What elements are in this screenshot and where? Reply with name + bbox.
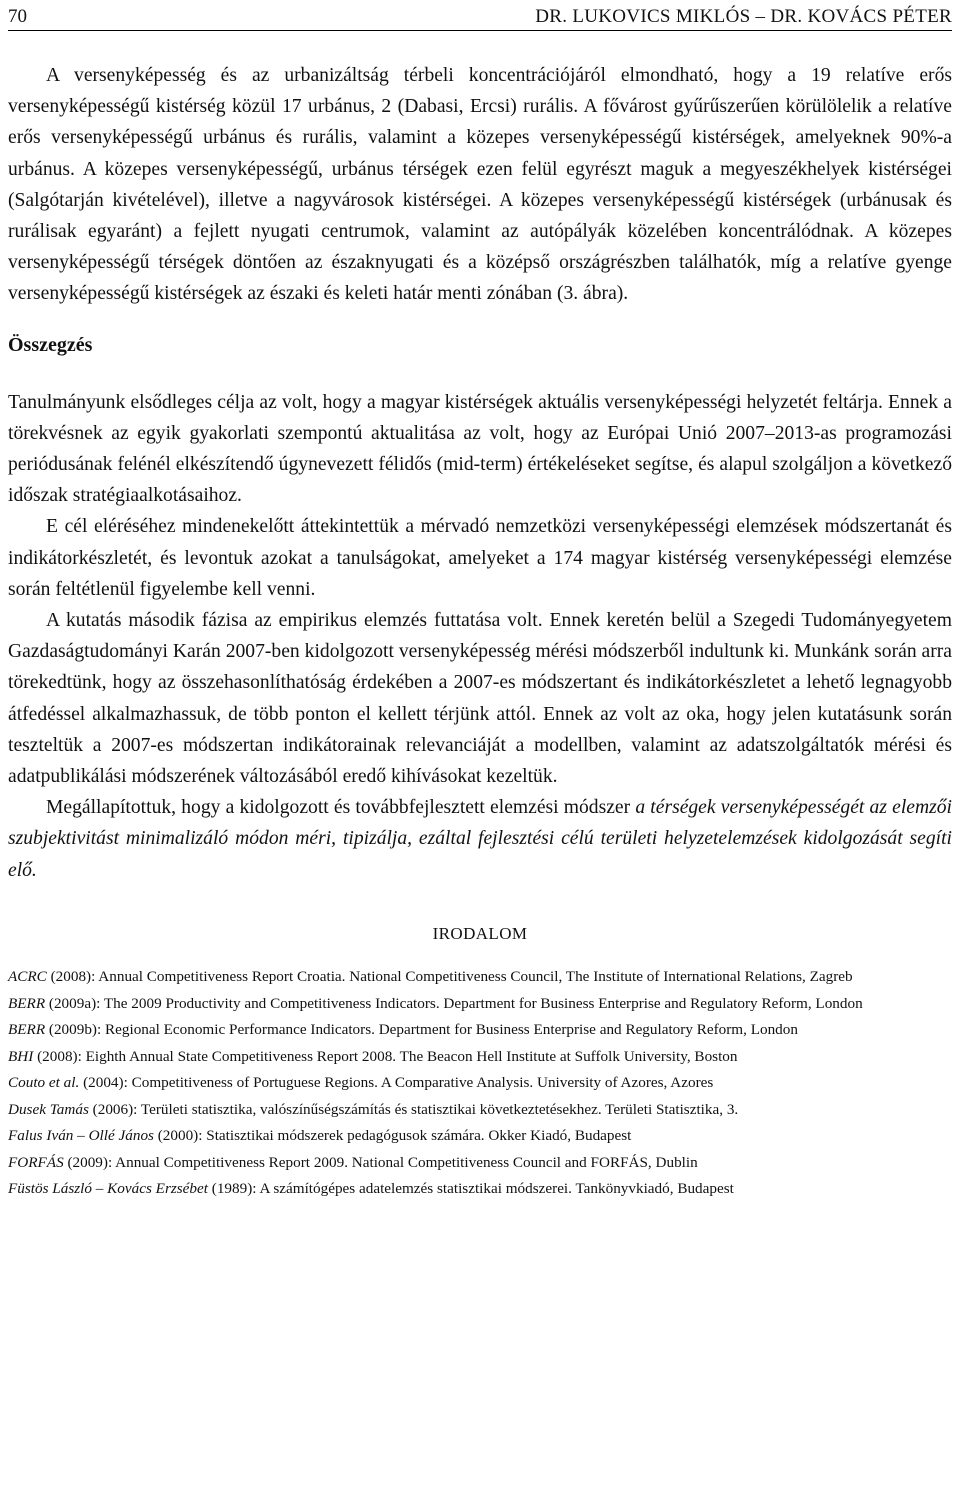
summary-paragraph-2: E cél eléréséhez mindenekelőtt áttekintettük a mérvadó nemzetközi versenyképességi elemzések módszertanát és indikátorkészletét, és levontuk azokat a tanulságokat, amelyeket a 174 magyar kistérség versenyképességi elemzése során feltétlenül figyelembe kell venni. bbox=[8, 516, 952, 600]
reference-author: BERR bbox=[8, 994, 46, 1012]
reference-text: (2004): Competitiveness of Portuguese Regions. A Comparative Analysis. University of Azores, Azores bbox=[79, 1074, 714, 1092]
summary-paragraph-4 bbox=[8, 792, 952, 886]
reference-item bbox=[8, 1017, 952, 1044]
reference-item bbox=[8, 1176, 952, 1203]
reference-text: (1989): A számítógépes adatelemzés statisztikai módszerei. Tankönyvkiadó, Budapest bbox=[207, 1180, 734, 1198]
reference-author: ACRC bbox=[8, 968, 47, 986]
reference-item bbox=[8, 991, 952, 1018]
running-header-authors: DR. LUKOVICS MIKLÓS – DR. KOVÁCS PÉTER bbox=[535, 6, 952, 27]
page-number: 70 bbox=[8, 6, 27, 27]
reference-item bbox=[8, 1097, 952, 1124]
summary-paragraph-4-start: Megállapítottuk, hogy a kidolgozott és továbbfejlesztett elemzési módszer bbox=[46, 797, 636, 819]
running-header bbox=[8, 4, 952, 31]
reference-text: (2008): Annual Competitiveness Report Croatia. National Competitiveness Council, The Institute of International Relations, Zagreb bbox=[46, 968, 853, 986]
summary-paragraph-4-italic: a térségek versenyképességét az elemzői szubjektivitást minimalizáló módon méri, tipizálja, ezáltal fejlesztési célú területi helyzetelemzések kidolgozását segíti elő. bbox=[8, 797, 952, 881]
reference-text: (2009b): Regional Economic Performance Indicators. Department for Business Enterprise and Regulatory Reform, London bbox=[45, 1021, 798, 1039]
reference-text: (2006): Területi statisztika, valószínűségszámítás és statisztikai következtetésekhez. Területi Statisztika, 3. bbox=[88, 1100, 739, 1118]
reference-author: FORFÁS bbox=[8, 1153, 64, 1171]
reference-author: BHI bbox=[8, 1047, 34, 1065]
section-heading: Összegzés bbox=[8, 333, 93, 356]
reference-author: Couto et al. bbox=[8, 1074, 80, 1092]
reference-item bbox=[8, 1123, 952, 1150]
page-body bbox=[8, 60, 952, 1203]
reference-text: (2008): Eighth Annual State Competitiveness Report 2008. The Beacon Hell Institute at Suffolk University, Boston bbox=[33, 1047, 738, 1065]
intro-paragraph: A versenyképesség és az urbanizáltság térbeli koncentrációjáról elmondható, hogy a 19 relatíve erős versenyképességű kistérség közül 17 urbánus, 2 (Dabasi, Ercsi) rurális. A fővárost gyűrűszerűen körülölelik a relatíve erős versenyképességű urbánus és rurális, valamint a közepes versenyképességű kistérségek, amelyeknek 90%-a urbánus. A közepes versenyképességű, urbánus térségek ezen felül egyrészt maguk a megyeszékhelyek kistérségei (Salgótarján kivételével), illetve a nagyvárosok kistérségei. A közepes versenyképességű kistérségek (urbánusak és rurálisak egyaránt) a fejlett nyugati centrumok, valamint az autópályák közelében koncentrálódnak. A közepes versenyképességű térségek döntően az északnyugati és a középső országrészben találhatók, míg a relatíve gyenge versenyképességű kistérségek az északi és keleti határ menti zónában (3. ábra). bbox=[8, 65, 952, 305]
reference-item bbox=[8, 1044, 952, 1071]
reference-item bbox=[8, 1070, 952, 1097]
references-heading: IRODALOM bbox=[432, 923, 528, 943]
summary-paragraph-3: A kutatás második fázisa az empirikus elemzés futtatása volt. Ennek keretén belül a Szegedi Tudományegyetem Gazdaságtudományi Karán 2007-ben kidolgozott versenyképesség mérési módszerből indultunk ki. Munkánk során arra törekedtünk, hogy az összehasonlíthatóság érdekében a 2007-es módszertant és indikátorkészletet a lehető legnagyobb átfedéssel alkalmazhassuk, de több ponton el kellett térjünk attól. Ennek az volt az oka, hogy jelen kutatásunk során teszteltük a 2007-es módszertan indikátorainak relevanciáját a modellben, valamint az adatszolgáltatók mérési és adatpublikálási módszerének változásából eredő kihívásokat kezeltük. bbox=[8, 610, 952, 788]
reference-text: (2009): Annual Competitiveness Report 2009. National Competitiveness Council and FORFÁS, Dublin bbox=[63, 1153, 698, 1171]
reference-text: (2009a): The 2009 Productivity and Competitiveness Indicators. Department for Business Enterprise and Regulatory Reform, London bbox=[45, 994, 863, 1012]
reference-author: Falus Iván – Ollé János bbox=[8, 1127, 154, 1145]
reference-author: Füstös László – Kovács Erzsébet bbox=[8, 1180, 208, 1198]
summary-paragraph-1: Tanulmányunk elsődleges célja az volt, hogy a magyar kistérségek aktuális versenyképességi helyzetét feltárja. Ennek a törekvésnek az egyik gyakorlati szempontú aktualitása az volt, hogy az Európai Unió 2007–2013-as programozási periódusának felénél elkészítendő úgynevezett félidős (mid-term) értékeléseket segítse, és alapul szolgáljon a következő időszak stratégiaalkotásaihoz. bbox=[8, 391, 952, 507]
reference-author: Dusek Tamás bbox=[8, 1100, 89, 1118]
reference-item bbox=[8, 964, 952, 991]
references-list bbox=[8, 964, 952, 1203]
reference-item bbox=[8, 1150, 952, 1177]
reference-author: BERR bbox=[8, 1021, 46, 1039]
reference-text: (2000): Statisztikai módszerek pedagógusok számára. Okker Kiadó, Budapest bbox=[153, 1127, 632, 1145]
